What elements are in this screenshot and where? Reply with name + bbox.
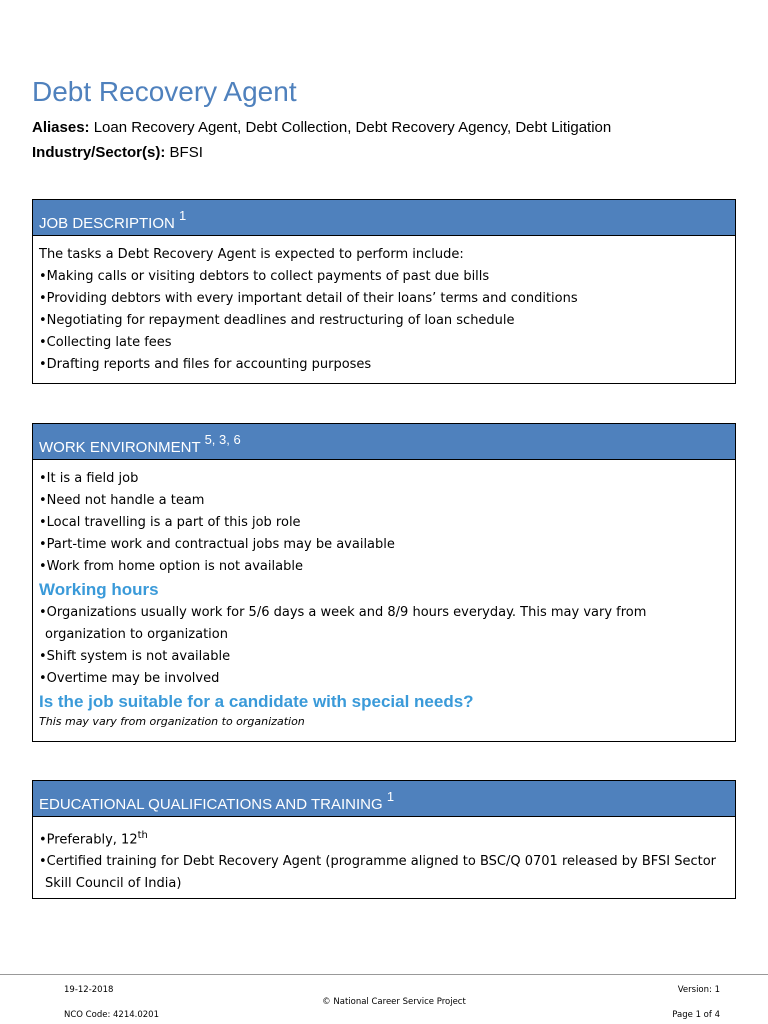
work-environment-ref: 5, 3, 6 bbox=[204, 432, 241, 447]
list-item: •Certified training for Debt Recovery Agent (programme aligned to BSC/Q 0701 released by BFSI Sector Skill Council of India) bbox=[39, 854, 717, 892]
list-item: •Drafting reports and files for accounting purposes bbox=[39, 357, 372, 372]
list-item: •Shift system is not available bbox=[39, 649, 231, 664]
education-item-text: •Preferably, 12 bbox=[39, 832, 138, 848]
job-description-intro: The tasks a Debt Recovery Agent is expected to perform include: bbox=[39, 247, 464, 262]
working-hours-heading: Working hours bbox=[39, 580, 159, 599]
education-heading: EDUCATIONAL QUALIFICATIONS AND TRAINING bbox=[39, 796, 383, 813]
job-description-header bbox=[33, 200, 735, 236]
industry-line bbox=[32, 144, 203, 161]
footer-nco-code: NCO Code: 4214.0201 bbox=[64, 1010, 159, 1020]
list-item: •Collecting late fees bbox=[39, 335, 172, 350]
aliases-line bbox=[32, 119, 611, 136]
job-description-heading: JOB DESCRIPTION bbox=[39, 215, 175, 232]
education-section bbox=[32, 780, 736, 899]
page-title: Debt Recovery Agent bbox=[32, 76, 297, 107]
work-environment-header bbox=[33, 424, 735, 460]
work-environment-body bbox=[33, 460, 735, 734]
footer-date: 19-12-2018 bbox=[64, 985, 114, 995]
job-description-body bbox=[33, 236, 735, 380]
list-item bbox=[39, 825, 729, 851]
list-item: •Local travelling is a part of this job role bbox=[39, 515, 301, 530]
education-body bbox=[33, 817, 735, 899]
industry-label: Industry/Sector(s): bbox=[32, 144, 166, 161]
education-item-sup: th bbox=[137, 830, 148, 841]
job-description-ref: 1 bbox=[179, 208, 187, 223]
list-item: •Work from home option is not available bbox=[39, 559, 303, 574]
industry-value: BFSI bbox=[169, 144, 203, 161]
footer-divider bbox=[0, 974, 768, 975]
work-environment-heading: WORK ENVIRONMENT bbox=[39, 439, 201, 456]
footer-version: Version: 1 bbox=[677, 985, 720, 995]
list-item: •Overtime may be involved bbox=[39, 671, 220, 686]
job-description-section bbox=[32, 199, 736, 384]
footer-page-number: Page 1 of 4 bbox=[672, 1010, 720, 1020]
list-item: •Negotiating for repayment deadlines and restructuring of loan schedule bbox=[39, 313, 515, 328]
list-item: •It is a field job bbox=[39, 471, 139, 486]
aliases-label: Aliases: bbox=[32, 119, 90, 136]
special-needs-heading: Is the job suitable for a candidate with special needs? bbox=[39, 692, 474, 711]
footer-copyright: © National Career Service Project bbox=[322, 997, 466, 1007]
special-needs-note: This may vary from organization to organization bbox=[39, 715, 305, 728]
list-item: •Organizations usually work for 5/6 days a week and 8/9 hours everyday. This may vary from organization to organization bbox=[39, 605, 647, 642]
list-item: •Part-time work and contractual jobs may be available bbox=[39, 537, 395, 552]
education-ref: 1 bbox=[386, 789, 395, 804]
aliases-value: Loan Recovery Agent, Debt Collection, Debt Recovery Agency, Debt Litigation bbox=[93, 119, 612, 136]
education-header bbox=[33, 781, 735, 817]
work-environment-section bbox=[32, 423, 736, 742]
list-item: •Making calls or visiting debtors to collect payments of past due bills bbox=[39, 269, 490, 284]
list-item: •Providing debtors with every important detail of their loans’ terms and conditions bbox=[39, 291, 578, 306]
list-item: •Need not handle a team bbox=[39, 493, 205, 508]
